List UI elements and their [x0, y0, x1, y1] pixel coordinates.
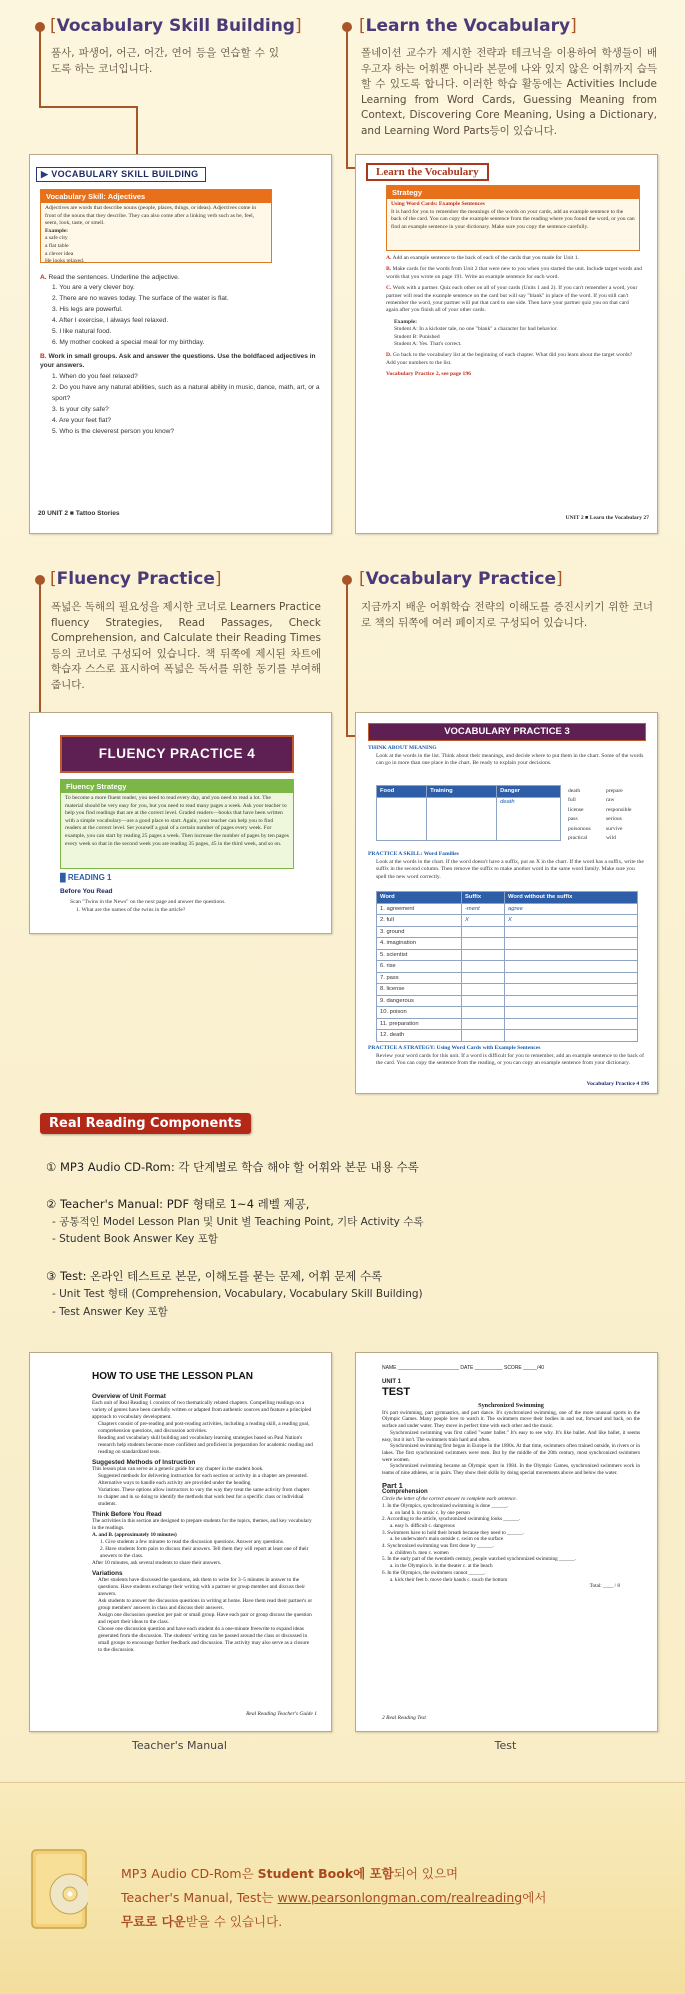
- strategy-block: PRACTICE A STRATEGY: Using Word Cards with Example Sentences Review your word cards for this unit. If a word is difficult for you to remember, add an example sentence to the back of the card. You can copy the sentence from the reading, or you can copy an example sentence from your dictionary.: [368, 1045, 644, 1067]
- connector-line: [39, 31, 41, 107]
- page-header: Learn the Vocabulary: [366, 163, 489, 181]
- fluency-box-title: Fluency Strategy: [61, 780, 293, 793]
- footer-divider: [0, 1782, 685, 1783]
- table-row: [377, 926, 638, 938]
- footer-line-3: 무료로 다운받을 수 있습니다.: [121, 1914, 283, 1929]
- table-cell: 12. death: [377, 1030, 462, 1042]
- table-cell: [461, 949, 504, 961]
- table-cell: X: [505, 915, 638, 927]
- example-item: a safe city: [45, 235, 68, 242]
- example-label: Example:: [45, 227, 68, 234]
- skill-box-title: Vocabulary Skill: Adjectives: [41, 190, 271, 203]
- table-cell: agree: [505, 903, 638, 915]
- component-manual: ② Teacher's Manual: PDF 형태로 1~4 레벨 제공,: [46, 1197, 310, 1211]
- table-row: [377, 1007, 638, 1019]
- table-cell: 1. agreement: [377, 903, 462, 915]
- table-cell: 10. poison: [377, 1007, 462, 1019]
- vocab-skill-page-card: [29, 154, 332, 534]
- test-title: TEST: [382, 1386, 411, 1398]
- teachers-manual-card: [29, 1352, 332, 1732]
- table-cell: [505, 1018, 638, 1030]
- section-title-fluency: [Fluency Practice]: [50, 569, 222, 589]
- unit-label: UNIT 1: [382, 1379, 402, 1385]
- table-row: [377, 938, 638, 950]
- components-badge: Real Reading Components: [40, 1113, 251, 1134]
- table-cell: -ment: [461, 903, 504, 915]
- table-cell: 3. ground: [377, 926, 462, 938]
- meaning-chart: Food Training Danger death: [376, 785, 561, 841]
- table-cell: [461, 995, 504, 1007]
- scan-instruction: Scan "Twins in the News" on the next page and answer the questions. 1. What are the names of the twins in the article?: [70, 899, 226, 913]
- think-block: THINK ABOUT MEANING Look at the words in the list. Think about their meanings, and decide where to put them in the chart. Some of the words can go in more than one place in the chart. Be ready to explain your decisions.: [368, 745, 644, 767]
- table-cell: [505, 1007, 638, 1019]
- table-cell: 8. license: [377, 984, 462, 996]
- learn-vocab-page-card: [355, 154, 658, 534]
- fluency-page-card: [29, 712, 332, 934]
- component-sub: - 공통적인 Model Lesson Plan 및 Unit 별 Teaching Point, 기타 Activity 수록: [52, 1216, 424, 1228]
- section-desc: 품사, 파생어, 어근, 어간, 연어 등을 연습할 수 있도록 하는 코너입니다.: [51, 47, 279, 75]
- table-cell: [461, 938, 504, 950]
- example-item: a flat table: [45, 242, 69, 249]
- test-caption: Test: [494, 1739, 517, 1752]
- table-row: [377, 1018, 638, 1030]
- skill-box-text: Adjectives are words that describe nouns (people, places, things, or ideas). Adjectives come in front of the nouns that they describe. They can also come after a linking verb such as be, feel, seem, look, taste, or smell.: [45, 205, 257, 227]
- table-cell: [505, 938, 638, 950]
- section-desc: 폴네이션 교수가 제시한 전략과 테크닉을 이용하여 학생들이 배우고자 하는 어휘뿐 아니라 본문에 나와 있지 않은 어휘까지 습득 할 수 있도록 합니다. 이러한 학습 활동에는 Activities Include Learning from Word Cards, Guessing Meaning from Context, Discovering Core Meaning, Using a Dictionary, and Learning Word Parts등이 있습니다.: [361, 47, 657, 137]
- cd-case-icon: [30, 1848, 88, 1930]
- before-you-read: Before You Read: [60, 888, 113, 895]
- exercise-block: A. Add an example sentence to the back of each of the cards that you made for Unit 1. B. Make cards for the words from Unit 2 that were new to you when you started the unit. Include target words and words that you wrote on page 191. Write an example sentence for each word. C. Work with a partner. Quiz each other on all of your cards (Units 1 and 2). If you can't remember a word, your partner will read the example sentence on the card but will say "blank" in place of the word. If you still can't remember the word, your partner will put that card to one side. Then have your partner quiz you on that card again after you finish all of your other cards. Example: Student A: In a kickster tale, no one "blank" a character for bad behavior. Student B: Punished Student A: Yes. That's correct. D. Go back to the vocabulary list at the beginning of each chapter. What did you learn about the target words? Add your numbers to the list. Vocabulary Practice 2, see page 196: [386, 255, 642, 378]
- component-sub: - Test Answer Key 포함: [52, 1306, 168, 1318]
- table-cell: [505, 1030, 638, 1042]
- table-row: [377, 961, 638, 973]
- section-title-vocab-practice: [Vocabulary Practice]: [359, 569, 563, 589]
- table-cell: [505, 949, 638, 961]
- manual-body: Overview of Unit Format Each unit of Real Reading 1 consists of two thematically related chapters. Compelling readings on a variety of genres have been carefully written or adapted from authentic sources and feature a principled approach to vocabulary development. Chapters consist of pre-reading and post-reading activities, including a reading skill, a reading goal, comprehension questions, and discussion activities. Reading and vocabulary skill building and vocabulary learning strategies based on Paul Nation's research help students become more confident and proficient in preparation for academic reading and reading on standardized tests. Suggested Methods of Instruction This lesson plan can serve as a generic guide for any chapter in the student book. Suggested methods for delivering instruction for each section or activity in a chapter are presented. Alternative ways to handle each activity are provided under the heading Variations. These options allow instructors to vary the way they treat the same activity from chapter to chapter and in so doing to identify the methods that work best for a specific class or individual students. Think Before You Read The activities in this section are designed to prepare students for the topics, themes, and key vocabulary in the readings. A. and B. (approximately 10 minutes) 1. Give students a few minutes to read the discussion questions. Answer any questions. 2. Have students form pairs to discuss their answers. Tell them they will report at least one of their answers to the class. After 10 minutes, ask several students to share their answers. Variations After students have discussed the questions, ask them to write for 3–5 minutes in answer to the questions. Have students exchange their writing with a partner or group member and discuss their answers. Ask students to answer the discussion questions in writing at home. Have them read their partner's or group members' answers in class and discuss their answers. Assign one discussion question per pair or small group. Have each pair or group discuss the question and report their ideas to the class. Choose one discussion question and have each student do a one-minute freewrite to expand ideas generated from the discussion. The students' writing can be passed around the class or discussed in small groups to encourage further feedback and discussion. The activity may also serve as a closure to the discussion.: [92, 1393, 313, 1653]
- page-header: VOCABULARY PRACTICE 3: [368, 723, 646, 741]
- table-row: [377, 972, 638, 984]
- strategy-box-title: Strategy: [387, 186, 639, 199]
- word-list: death prepare full raw license responsible pass serious poisonous survive practical wild: [568, 788, 632, 842]
- table-cell: 7. pass: [377, 972, 462, 984]
- table-cell: [505, 961, 638, 973]
- table-cell: [505, 926, 638, 938]
- footer-line-2: Teacher's Manual, Test는 www.pearsonlongman.com/realreading에서: [121, 1890, 547, 1905]
- table-cell: [461, 1018, 504, 1030]
- section-desc: 폭넓은 독해의 필요성을 제시한 코너로 Learners Practice fluency Strategies, Read Passages, Check Comprehension, and Calculate their Reading Times 등의 코너로 구성되어 있습니다. 책 뒤쪽에 제시된 차트에 학습자 스스로 표시하여 폭넓은 독서를 위한 동기를 부여해 줍니다.: [51, 601, 321, 691]
- table-cell: 11. preparation: [377, 1018, 462, 1030]
- page-footer: 20 UNIT 2 ■ Tattoo Stories: [38, 510, 120, 517]
- table-cell: [461, 961, 504, 973]
- component-test: ③ Test: 온라인 테스트로 본문, 이해도를 묻는 문제, 어휘 문제 수록: [46, 1269, 383, 1283]
- vocab-practice-page-card: [355, 712, 658, 1094]
- footer-line-1: MP3 Audio CD-Rom은 Student Book에 포함되어 있으며: [121, 1866, 459, 1881]
- component-sub: - Unit Test 형태 (Comprehension, Vocabulary, Vocabulary Skill Building): [52, 1288, 423, 1300]
- cross-reference-link: Vocabulary Practice 2, see page 196: [386, 371, 471, 378]
- page-footer: Real Reading Teacher's Guide 1: [246, 1711, 317, 1717]
- table-cell: [461, 984, 504, 996]
- page-header: FLUENCY PRACTICE 4: [60, 735, 294, 773]
- table-row: [377, 984, 638, 996]
- table-row: [377, 995, 638, 1007]
- table-cell: [461, 1030, 504, 1042]
- table-cell: 4. imagination: [377, 938, 462, 950]
- table-cell: 5. scientist: [377, 949, 462, 961]
- page-footer: Vocabulary Practice 4 196: [586, 1081, 649, 1087]
- skill-box: [40, 189, 272, 263]
- connector-line: [346, 584, 348, 736]
- connector-line: [346, 31, 348, 168]
- table-cell: 2. full: [377, 915, 462, 927]
- realreading-link[interactable]: www.pearsonlongman.com/realreading: [277, 1890, 523, 1905]
- table-row: [377, 1030, 638, 1042]
- section-title-learn-vocab: [Learn the Vocabulary]: [359, 16, 577, 36]
- table-cell: [461, 1007, 504, 1019]
- table-cell: [461, 972, 504, 984]
- manual-caption: Teacher's Manual: [132, 1739, 227, 1752]
- exercise-block: A. Read the sentences. Underline the adjective. 1. You are a very clever boy. 2. There are no waves today. The surface of the water is flat. 3. His legs are powerful. 4. After I exercise, I always feel relaxed. 5. I like natural food. 6. My mother cooked a special meal for my birthday. B. Work in small groups. Ask and answer the questions. Use the boldfaced adjectives in your answers. 1. When do you feel relaxed? 2. Do you have any natural abilities, such as a natural ability in music, dance, math, art, or a sport? 3. Is your city safe? 4. Are your feet flat? 5. Who is the cleverest person you know?: [40, 274, 320, 435]
- table-cell: 9. dangerous: [377, 995, 462, 1007]
- component-sub: - Student Book Answer Key 포함: [52, 1233, 218, 1245]
- section-desc: 지금까지 배운 어휘학습 전략의 이해도를 증진시키기 위한 코너로 책의 뒤쪽에 여러 페이지로 구성되어 있습니다.: [361, 601, 653, 629]
- connector-line: [136, 106, 138, 160]
- test-body: Synchronized Swimming It's part swimming, part gymnastics, and part dance. It's synchronized swimming, one of the more unusual sports in the Olympic Games. Many people love to watch it. The swimmers move their bodies in and out, forward and back, on the surface and under water. They move in perfect time with each other and the music. Synchronized swimming was first called "water ballet." It's easy to see why. It's like ballet. And like ballet, it seems easy, but it isn't. The swimmers train hard and often. Synchronized swimming first began in Europe in the 1890s. At that time, swimmers often trained outside, in rivers or in lakes. The first synchronized swimmers were men. But by the middle of the 20th century, most synchronized swimmers were women. Synchronized swimming became an Olympic sport in 1984. In the Olympic Games, synchronized swimmers work in teams of nine athletes, or in pairs. They show their skills by doing special movements above and below the water. Part 1 Comprehension Circle the letter of the correct answer to complete each sentence. 1. In the Olympics, synchronized swimming is done ______. a. on land b. in music c. by one person 2. According to the article, synchronized swimming looks ______. a. easy b. difficult c. dangerous 3. Swimmers have to hold their breath because they need to ______. a. be underwater's main outside c. swim on the surface 4. Synchronized swimming was first done by ______. a. children b. men c. women 5. In the early part of the twentieth century, people watched synchronized swimming ______. a. in the Olympics b. in the theater c. at the beach 6. In the Olympics, the swimmers cannot ______. a. kick their feet b. move their hands c. touch the bottom Total: ____ / 8: [382, 1402, 640, 1590]
- page-footer: UNIT 2 ■ Learn the Vocabulary 27: [565, 515, 649, 521]
- reading-label: █ READING 1: [60, 873, 112, 882]
- example-item: He looks relaxed.: [45, 258, 85, 265]
- skill-block: PRACTICE A SKILL: Word Families Look at the words in the chart. If the word doesn't have a suffix, put an X in the chart. If the word has a suffix, write the suffix in the second column. Then remove the suffix to make another word in the same word family. Make sure you spell the new word correctly.: [368, 851, 644, 880]
- manual-title: HOW TO USE THE LESSON PLAN: [92, 1371, 253, 1382]
- page-footer: 2 Real Reading Test: [382, 1715, 426, 1721]
- table-cell: X: [461, 915, 504, 927]
- example-item: a clever idea: [45, 250, 74, 257]
- component-mp3: ① MP3 Audio CD-Rom: 각 단계별로 학습 해야 할 어휘와 본문 내용 수록: [46, 1160, 419, 1174]
- section-title-vocab-skill: [Vocabulary Skill Building]: [50, 16, 302, 36]
- table-cell: [461, 926, 504, 938]
- table-cell: [505, 995, 638, 1007]
- table-cell: [505, 984, 638, 996]
- page-header: ▶ VOCABULARY SKILL BUILDING: [36, 167, 206, 182]
- word-family-table: Word Suffix Word without the suffix 1. agreement -ment agree 2. full X X 3. ground 4. imagination 5. scientist 6. rise 7. pass 8. license 9. dangerous 10. poison 11. preparation 12. death: [376, 891, 638, 1042]
- table-row: [377, 949, 638, 961]
- fluency-strategy-box: [60, 779, 294, 869]
- table-row: [377, 903, 638, 915]
- name-date-score-row: NAME ______________________ DATE __________ SCORE _____/40: [382, 1365, 545, 1371]
- connector-line: [39, 106, 137, 108]
- table-cell: 6. rise: [377, 961, 462, 973]
- fluency-box-text: To become a more fluent reader, you need to read every day, and you need to read a lot. The material should be very easy for you, but you need to read many pages a week. Ask your teacher to help you find readings that are at the correct level. Graded readers—books that have been written with a simple vocabulary—are a good place to start. Again, your teacher can help you to find readers at the correct level. Set yourself a goal of a certain number of pages every week. For example, you can start by reading 25 pages a week. Then increase the number of pages by ten pages every week so that in the second week you are reading 35 pages, 45 in the third week, and so on.: [65, 795, 289, 847]
- strategy-box: Strategy Using Word Cards: Example Sentences It is hard for you to remember the meanings of the words on your cards, add an example sentence to the back of the card. You can copy the example sentence from the reading where you found the word, or you can find an example sentence in your dictionary. Make sure you copy the sentence carefully.: [386, 185, 640, 251]
- test-card: [355, 1352, 658, 1732]
- table-row: [377, 915, 638, 927]
- table-cell: [505, 972, 638, 984]
